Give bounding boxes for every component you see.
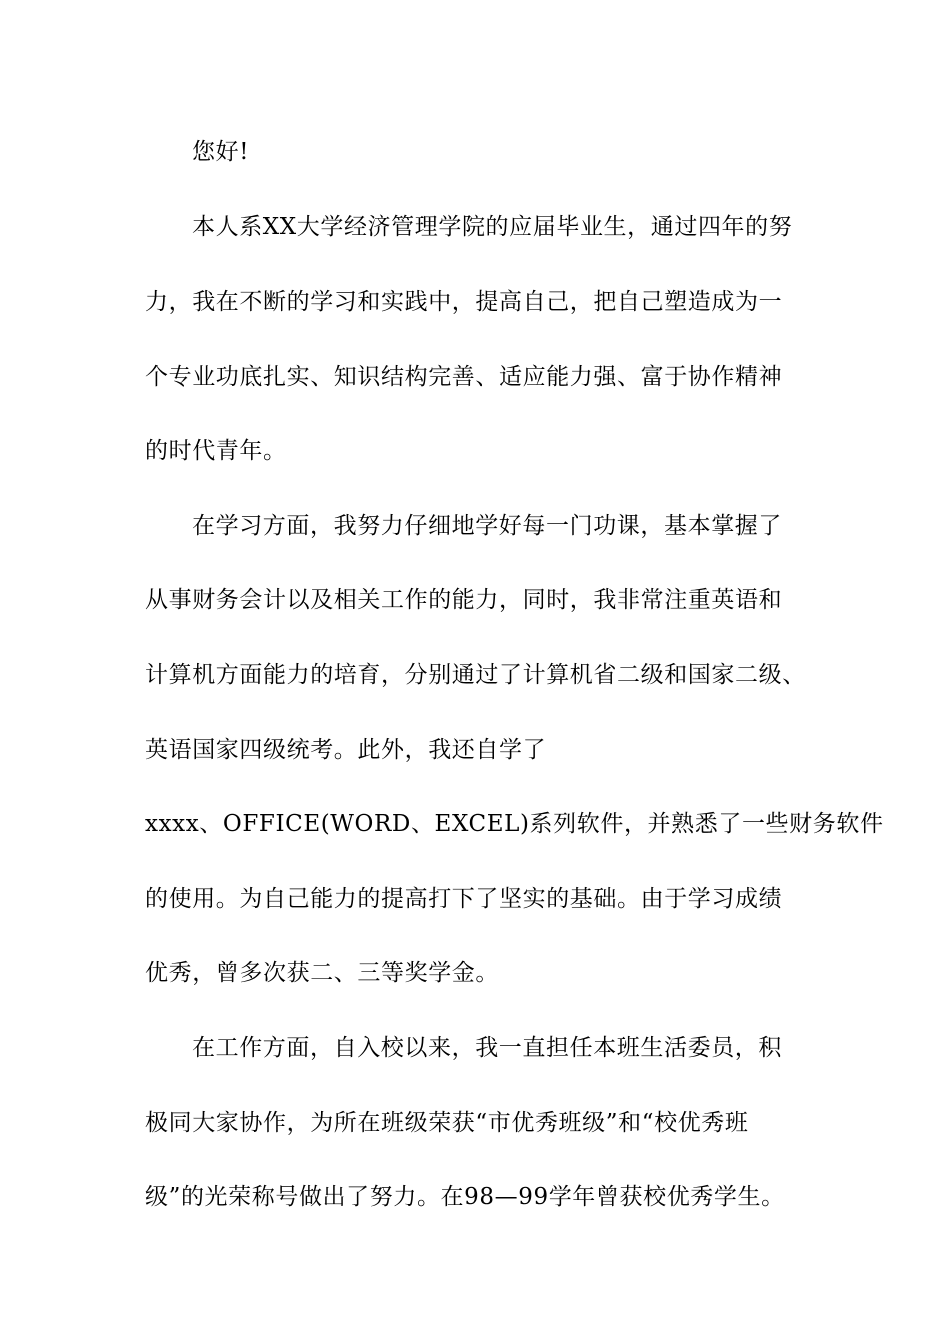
paragraph-2-line-2: 从事财务会计以及相关工作的能力，同时，我非常注重英语和 — [145, 587, 783, 613]
paragraph-3-line-2: 极同大家协作，为所在班级荣获“市优秀班级”和“校优秀班 — [145, 1110, 749, 1136]
greeting-line: 您好! — [192, 139, 250, 165]
paragraph-1-line-4: 的时代青年。 — [145, 438, 287, 464]
paragraph-2-line-6: 的使用。为自己能力的提高打下了坚实的基础。由于学习成绩 — [145, 886, 783, 912]
paragraph-1-line-2: 力，我在不断的学习和实践中，提高自己，把自己塑造成为一 — [145, 289, 783, 315]
paragraph-2-line-1: 在学习方面，我努力仔细地学好每一门功课，基本掌握了 — [192, 513, 782, 539]
paragraph-2-line-4: 英语国家四级统考。此外，我还自学了 — [145, 737, 547, 763]
paragraph-1-line-3: 个专业功底扎实、知识结构完善、适应能力强、富于协作精神 — [145, 364, 783, 390]
paragraph-2-line-7: 优秀，曾多次获二、三等奖学金。 — [145, 960, 499, 986]
paragraph-1-line-1: 本人系XX大学经济管理学院的应届毕业生，通过四年的努 — [192, 214, 793, 240]
paragraph-2-line-3: 计算机方面能力的培育，分别通过了计算机省二级和国家二级、 — [145, 662, 806, 688]
paragraph-2-line-5: xxxx、OFFICE(WORD、EXCEL)系列软件，并熟悉了一些财务软件 — [145, 811, 884, 837]
paragraph-3-line-3: 级”的光荣称号做出了努力。在98—99学年曾获校优秀学生。 — [145, 1184, 785, 1210]
paragraph-3-line-1: 在工作方面，自入校以来，我一直担任本班生活委员，积 — [192, 1035, 782, 1061]
